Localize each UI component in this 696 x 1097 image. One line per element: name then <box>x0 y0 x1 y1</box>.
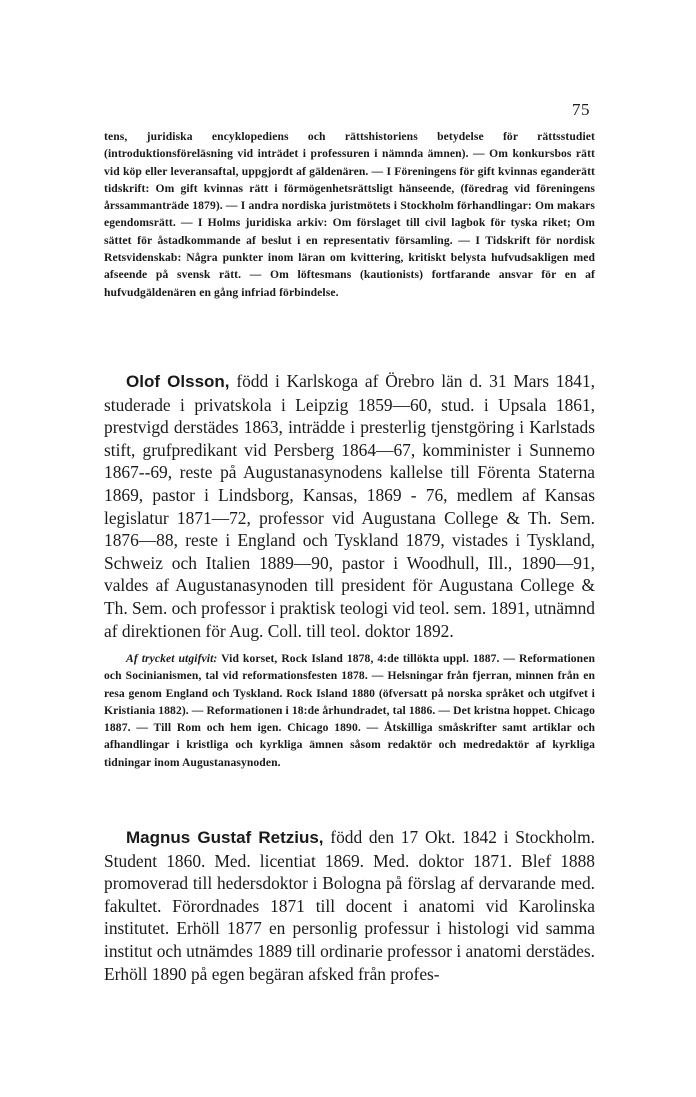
page-number: 75 <box>572 100 590 119</box>
entry-text: född den 17 Okt. 1842 i Stockholm. Student 1860. Med. licentiat 1869. Med. doktor 1871. Blef 1888 promoverad till hedersdoktor i Bologna på förslag af dervarande med. fakultet. Förordnades 1871 till docent i anatomi vid Karolinska institutet. Erhöll 1877 en personlig professur i histologi vid samma institut och utnämdes 1889 till ordinarie professor i anatomi derstädes. Erhöll 1890 på egen begäran afsked från profes- <box>104 827 596 984</box>
bibliography-text: tens, juridiska encyklopediens och rättshistoriens betydelse för rättsstudiet (introduktionsföreläsning vid inträdet i professuren i nämnda ämnen). — Om konkursbos rätt vid köp eller leveransaftal, uppgjordt af gäldenären. — I Föreningens för gift kvinnas eganderätt tidskrift: Om gift kvinnas rätt i förmögenhetsrättsligt hänseende, (föredrag vid föreningens årssammanträde 1879). — I andra nordiska juristmötets i Stockholm förhandlingar: Om makars egendomsrätt. — I Holms juridiska arkiv: Om förslaget till civil lagbok för tyska riket; Om sättet för åstadkommande af beslut i en representativ församling. — I Tidskrift för nordisk Retsvidenskab: Några punkter inom läran om kvittering, kritiskt belysta hufvudsakligen med afseende på svensk rätt. — Om löftesmans (kautionists) fortfarande ansvar för en af hufvudgäldenären en gång infriad förbindelse. <box>104 130 595 299</box>
bibliography-text: Vid korset, Rock Island 1878, 4:de tillökta uppl. 1887. — Reformationen och Socinianismen, tal vid reformationsfesten 1878. — Helsningar från fjerran, minnen från en resa genom England och Tyskland. Rock Island 1880 (öfversatt på norska språket och utgifvet i Kristiania 1882). — Reformationen i 18:de århundradet, tal 1886. — Det kristna hoppet. Chicago 1887. — Till Rom och hem igen. Chicago 1890. — Åtskilliga småskrifter samt artiklar och afhandlingar i kristliga och kyrkliga ämnen såsom redaktör och medredaktör af kyrkliga tidningar inom Augustanasynoden. <box>104 652 595 769</box>
biography-entry-olsson <box>104 370 595 642</box>
biography-entry-retzius <box>104 826 595 985</box>
entry-name: Olof Olsson, <box>126 372 230 391</box>
entry-name: Magnus Gustaf Retzius, <box>126 828 324 847</box>
bibliography-lead: Af trycket utgifvit: <box>126 652 218 665</box>
bibliography-olsson <box>104 650 595 771</box>
bibliography-continuation <box>104 128 595 301</box>
entry-text: född i Karlskoga af Örebro län d. 31 Mars 1841, studerade i privatskola i Leipzig 1859—60, stud. i Upsala 1861, prestvigd derstädes 1863, inträdde i presterlig tjenstgöring i Karlstads stift, grufpredikant vid Persberg 1864—67, komminister i Sunnemo 1867--69, reste på Augustanasynodens kallelse till Förenta Staterna 1869, pastor i Lindsborg, Kansas, 1869 - 76, medlem af Kansas legislatur 1871—72, professor vid Augustana College & Th. Sem. 1876—88, reste i England och Tyskland 1879, vistades i Tyskland, Schweiz och Italien 1889—90, pastor i Woodhull, Ill., 1890—91, valdes af Augustanasynoden till president för Augustana College & Th. Sem. och professor i praktisk teologi vid teol. sem. 1891, utnämnd af direktionen för Aug. Coll. till teol. doktor 1892. <box>104 371 596 641</box>
